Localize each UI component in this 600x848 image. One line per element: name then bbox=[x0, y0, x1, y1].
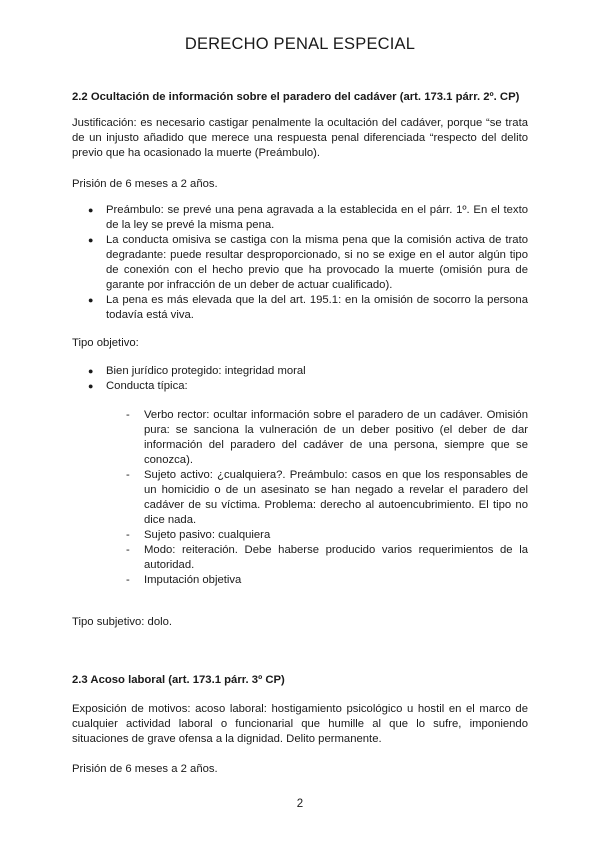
dash-icon: - bbox=[126, 469, 130, 481]
list-item: ● La conducta omisiva se castiga con la misma pena que la comisión activa de trato degradante: puede resultar desproporcionado, si no se exige en el autor algún tipo de conexión con el hecho previo que ha provocado la muerte (omisión pura de garante por infracción de un deber de actuar cualificado). bbox=[88, 234, 528, 291]
bullet-icon: ● bbox=[88, 295, 94, 305]
list-item: ● Conducta típica: bbox=[88, 380, 188, 392]
motives-paragraph: Exposición de motivos: acoso laboral: hostigamiento psicológico u hostil en el marco de cualquier actividad laboral o funcionarial que humille al que lo sufre, imponiendo situaciones de grave ofensa a la dignidad. Delito permanente. bbox=[72, 703, 528, 745]
justification-paragraph: Justificación: es necesario castigar penalmente la ocultación del cadáver, porque “se trata de un injusto añadido que merece una respuesta penal diferenciada “respecto del delito previo que ha ocasionado la muerte (Preámbulo). bbox=[72, 117, 528, 159]
list-item: ● La pena es más elevada que la del art. 195.1: en la omisión de socorro la persona todavía está viva. bbox=[88, 294, 528, 321]
section-2-3-heading: 2.3 Acoso laboral (art. 173.1 párr. 3º CP) bbox=[72, 674, 285, 686]
penalty-paragraph: Prisión de 6 meses a 2 años. bbox=[72, 178, 218, 190]
bullet-icon: ● bbox=[88, 235, 94, 245]
list-item: ● Bien jurídico protegido: integridad moral bbox=[88, 365, 306, 377]
page-number: 2 bbox=[296, 798, 304, 810]
subjective-paragraph: Tipo subjetivo: dolo. bbox=[72, 616, 173, 628]
list-item: ● Preámbulo: se prevé una pena agravada a la establecida en el párr. 1º. En el texto de la ley se prevé la misma pena. bbox=[88, 204, 528, 231]
bullet-icon: ● bbox=[88, 205, 94, 215]
bullet-list bbox=[72, 203, 528, 323]
list-item: - Modo: reiteración. Debe haberse producido varios requerimientos de la autoridad. bbox=[126, 544, 528, 571]
dash-icon: - bbox=[126, 529, 130, 541]
list-item: - Sujeto pasivo: cualquiera bbox=[126, 529, 271, 541]
page-header-title: DERECHO PENAL ESPECIAL bbox=[184, 35, 416, 53]
list-item: - Verbo rector: ocultar información sobre el paradero de un cadáver. Omisión pura: se sanciona la vulneración de un deber positivo (el deber de dar información del paradero del cadáver de una persona, siempre que se conozca). bbox=[126, 409, 528, 466]
dash-list bbox=[72, 408, 528, 588]
penalty-paragraph-2: Prisión de 6 meses a 2 años. bbox=[72, 763, 218, 775]
section-2-2-heading: 2.2 Ocultación de información sobre el paradero del cadáver (art. 173.1 párr. 2º. CP) bbox=[72, 91, 520, 103]
dash-icon: - bbox=[126, 409, 130, 421]
dash-icon: - bbox=[126, 544, 130, 556]
objective-label: Tipo objetivo: bbox=[72, 337, 139, 349]
bullet-icon: ● bbox=[88, 366, 94, 376]
objective-bullet-list bbox=[72, 364, 528, 394]
dash-icon: - bbox=[126, 574, 130, 586]
bullet-icon: ● bbox=[88, 381, 94, 391]
list-item: - Imputación objetiva bbox=[126, 574, 242, 586]
list-item: - Sujeto activo: ¿cualquiera?. Preámbulo: casos en que los responsables de un homicidio o de un asesinato se han negado a revelar el paradero del cadáver de su víctima. Problema: derecho al autoencubrimiento. El tipo no dice nada. bbox=[126, 469, 528, 526]
